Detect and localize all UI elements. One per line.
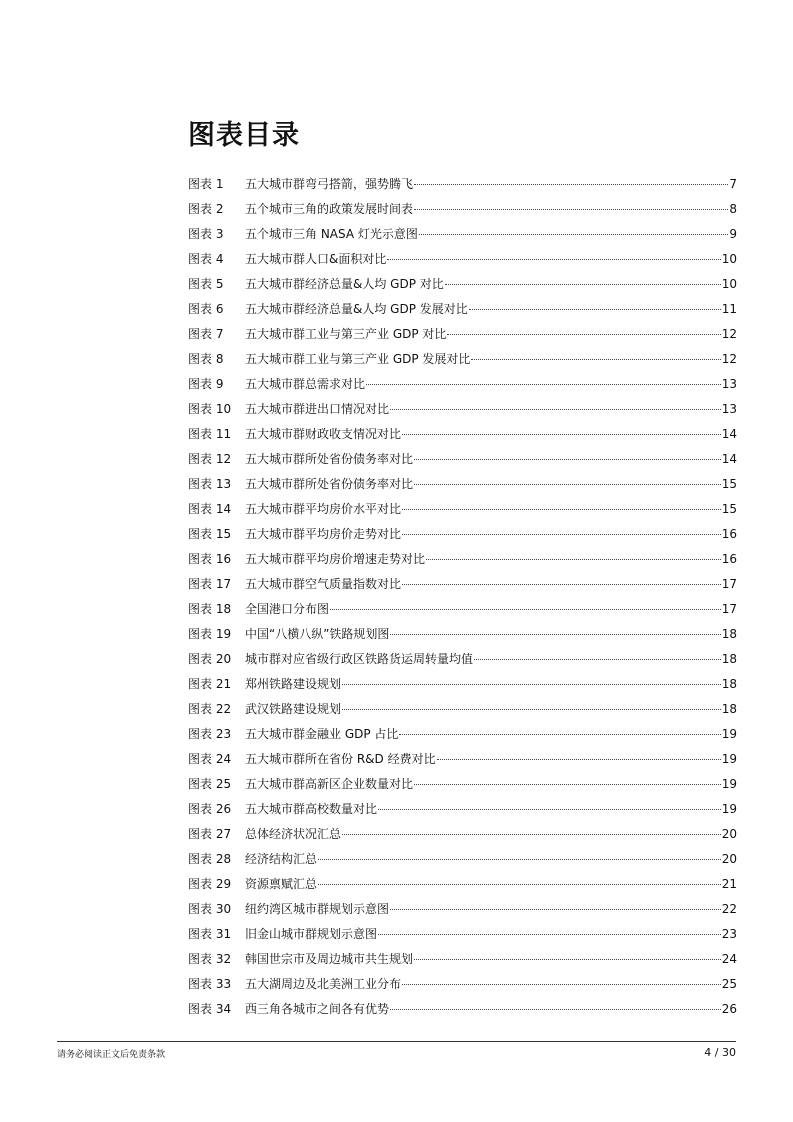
toc-entry[interactable] xyxy=(188,872,737,897)
toc-entry[interactable] xyxy=(188,197,737,222)
toc-entry-page: 19 xyxy=(721,727,737,741)
toc-entry-title: 五大城市群弯弓搭箭，强势腾飞 xyxy=(245,177,414,191)
toc-entry-title: 五大城市群经济总量&人均 GDP 对比 xyxy=(245,277,444,291)
toc-dot-leader xyxy=(390,408,721,410)
toc-dot-leader xyxy=(414,183,728,185)
toc-entry-label: 图表 14 xyxy=(188,502,232,516)
footer-divider xyxy=(57,1041,736,1042)
toc-entry-page: 12 xyxy=(721,352,737,366)
toc-entry[interactable] xyxy=(188,947,737,972)
toc-entry-page: 10 xyxy=(721,252,737,266)
toc-entry-label: 图表 33 xyxy=(188,977,232,991)
toc-entry-title: 五个城市三角 NASA 灯光示意图 xyxy=(245,227,418,241)
toc-entry-label: 图表 32 xyxy=(188,952,232,966)
toc-entry-page: 8 xyxy=(729,202,737,216)
toc-entry-page: 7 xyxy=(729,177,737,191)
toc-dot-leader xyxy=(342,683,721,685)
toc-entry-title: 五大城市群平均房价水平对比 xyxy=(245,502,402,516)
toc-entry-label: 图表 8 xyxy=(188,352,224,366)
toc-entry[interactable] xyxy=(188,297,737,322)
toc-entry-label: 图表 4 xyxy=(188,252,224,266)
toc-dot-leader xyxy=(402,433,721,435)
toc-entry[interactable] xyxy=(188,372,737,397)
page-title: 图表目录 xyxy=(188,120,300,151)
toc-entry[interactable] xyxy=(188,172,737,197)
toc-entry-label: 图表 16 xyxy=(188,552,232,566)
toc-entry-title: 五大城市群总需求对比 xyxy=(245,377,366,391)
toc-entry-page: 20 xyxy=(721,827,737,841)
toc-entry-label: 图表 20 xyxy=(188,652,232,666)
toc-entry-title: 五大城市群平均房价走势对比 xyxy=(245,527,402,541)
toc-entry[interactable] xyxy=(188,847,737,872)
toc-dot-leader xyxy=(437,758,721,760)
toc-dot-leader xyxy=(318,858,721,860)
toc-dot-leader xyxy=(414,483,721,485)
toc-entry-label: 图表 23 xyxy=(188,727,232,741)
toc-entry-title: 五大城市群进出口情况对比 xyxy=(245,402,390,416)
toc-entry-page: 16 xyxy=(721,527,737,541)
toc-entry-label: 图表 5 xyxy=(188,277,224,291)
toc-entry-label: 图表 6 xyxy=(188,302,224,316)
toc-entry[interactable] xyxy=(188,997,737,1022)
toc-entry-page: 12 xyxy=(721,327,737,341)
toc-entry[interactable] xyxy=(188,397,737,422)
toc-entry-title: 西三角各城市之间各有优势 xyxy=(245,1002,390,1016)
toc-entry-label: 图表 34 xyxy=(188,1002,232,1016)
toc-entry-label: 图表 27 xyxy=(188,827,232,841)
toc-entry-label: 图表 2 xyxy=(188,202,224,216)
toc-entry[interactable] xyxy=(188,522,737,547)
toc-entry[interactable] xyxy=(188,622,737,647)
toc-entry-label: 图表 22 xyxy=(188,702,232,716)
toc-dot-leader xyxy=(378,933,721,935)
toc-dot-leader xyxy=(366,383,721,385)
toc-entry-label: 图表 12 xyxy=(188,452,232,466)
toc-entry-title: 五大城市群财政收支情况对比 xyxy=(245,427,402,441)
toc-entry-title: 五大城市群人口&面积对比 xyxy=(245,252,387,266)
toc-entry-page: 18 xyxy=(721,677,737,691)
toc-entry[interactable] xyxy=(188,347,737,372)
toc-entry-title: 旧金山城市群规划示意图 xyxy=(245,927,378,941)
toc-dot-leader xyxy=(390,633,720,635)
toc-entry-page: 22 xyxy=(721,902,737,916)
toc-entry-title: 中国“八横八纵”铁路规划图 xyxy=(245,627,390,641)
toc-entry-label: 图表 10 xyxy=(188,402,232,416)
toc-entry-page: 16 xyxy=(721,552,737,566)
toc-dot-leader xyxy=(378,808,721,810)
toc-entry-title: 五大城市群平均房价增速走势对比 xyxy=(245,552,426,566)
toc-entry-page: 9 xyxy=(729,227,737,241)
toc-entry[interactable] xyxy=(188,247,737,272)
toc-dot-leader xyxy=(414,458,721,460)
toc-entry-page: 20 xyxy=(721,852,737,866)
toc-dot-leader xyxy=(474,658,721,660)
toc-entry-page: 21 xyxy=(721,877,737,891)
toc-entry-title: 韩国世宗市及周边城市共生规划 xyxy=(245,952,414,966)
toc-dot-leader xyxy=(414,783,721,785)
toc-entry-label: 图表 15 xyxy=(188,527,232,541)
toc-dot-leader xyxy=(402,508,721,510)
toc-entry-title: 五大城市群所在省份 R&D 经费对比 xyxy=(245,752,436,766)
toc-dot-leader xyxy=(471,358,720,360)
toc-entry-label: 图表 11 xyxy=(188,427,232,441)
toc-entry-title: 总体经济状况汇总 xyxy=(245,827,342,841)
toc-dot-leader xyxy=(330,608,721,610)
toc-entry-title: 资源禀赋汇总 xyxy=(245,877,318,891)
toc-entry-page: 18 xyxy=(721,702,737,716)
toc-dot-leader xyxy=(469,308,721,310)
toc-entry[interactable] xyxy=(188,922,737,947)
toc-entry[interactable] xyxy=(188,447,737,472)
toc-entry-title: 五个城市三角的政策发展时间表 xyxy=(245,202,414,216)
toc-entry[interactable] xyxy=(188,797,737,822)
toc-entry-title: 郑州铁路建设规划 xyxy=(245,677,342,691)
toc-dot-leader xyxy=(402,583,721,585)
toc-entry-label: 图表 21 xyxy=(188,677,232,691)
toc-entry[interactable] xyxy=(188,322,737,347)
footer-page-number: 4 / 30 xyxy=(704,1046,736,1059)
toc-entry-label: 图表 3 xyxy=(188,227,224,241)
toc-entry-page: 18 xyxy=(721,652,737,666)
toc-dot-leader xyxy=(342,708,721,710)
toc-entry-title: 五大城市群经济总量&人均 GDP 发展对比 xyxy=(245,302,468,316)
toc-dot-leader xyxy=(447,333,720,335)
toc-entry-label: 图表 25 xyxy=(188,777,232,791)
toc-entry-title: 五大城市群高校数量对比 xyxy=(245,802,378,816)
toc-entry[interactable] xyxy=(188,222,737,247)
toc-entry-title: 五大城市群金融业 GDP 占比 xyxy=(245,727,399,741)
toc-entry-page: 13 xyxy=(721,377,737,391)
footer-disclaimer: 请务必阅读正文后免责条款 xyxy=(57,1050,166,1060)
toc-entry[interactable] xyxy=(188,422,737,447)
toc-dot-leader xyxy=(390,908,721,910)
toc-entry-page: 13 xyxy=(721,402,737,416)
toc-entry[interactable] xyxy=(188,697,737,722)
toc-entry-page: 19 xyxy=(721,752,737,766)
toc-entry-label: 图表 13 xyxy=(188,477,232,491)
toc-entry-title: 五大城市群空气质量指数对比 xyxy=(245,577,402,591)
toc-dot-leader xyxy=(402,983,721,985)
toc-dot-leader xyxy=(414,958,721,960)
toc-entry[interactable] xyxy=(188,672,737,697)
toc-entry-title: 全国港口分布图 xyxy=(245,602,330,616)
toc-entry-label: 图表 29 xyxy=(188,877,232,891)
toc-entry-page: 11 xyxy=(721,302,737,316)
toc-entry[interactable] xyxy=(188,722,737,747)
toc-entry-label: 图表 24 xyxy=(188,752,232,766)
toc-dot-leader xyxy=(426,558,721,560)
toc-entry-page: 19 xyxy=(721,802,737,816)
toc-dot-leader xyxy=(445,283,721,285)
toc-entry-page: 10 xyxy=(721,277,737,291)
toc-entry-page: 14 xyxy=(721,452,737,466)
toc-entry-title: 五大湖周边及北美洲工业分布 xyxy=(245,977,402,991)
toc-entry[interactable] xyxy=(188,572,737,597)
toc-entry[interactable] xyxy=(188,472,737,497)
toc-dot-leader xyxy=(402,533,721,535)
toc-entry-label: 图表 28 xyxy=(188,852,232,866)
toc-entry-title: 五大城市群所处省份债务率对比 xyxy=(245,452,414,466)
toc-entry-page: 24 xyxy=(721,952,737,966)
toc-entry-page: 19 xyxy=(721,777,737,791)
toc-entry[interactable] xyxy=(188,897,737,922)
toc-entry-page: 23 xyxy=(721,927,737,941)
toc-dot-leader xyxy=(318,883,721,885)
toc-entry[interactable] xyxy=(188,772,737,797)
toc-entry[interactable] xyxy=(188,597,737,622)
toc-entry-page: 15 xyxy=(721,502,737,516)
toc-entry[interactable] xyxy=(188,972,737,997)
toc-entry-label: 图表 17 xyxy=(188,577,232,591)
toc-entry[interactable] xyxy=(188,647,737,672)
toc-entry-title: 武汉铁路建设规划 xyxy=(245,702,342,716)
toc-entry-title: 五大城市群工业与第三产业 GDP 发展对比 xyxy=(245,352,471,366)
toc-entry-title: 五大城市群所处省份债务率对比 xyxy=(245,477,414,491)
toc-entry-label: 图表 1 xyxy=(188,177,224,191)
toc-entry-page: 17 xyxy=(721,602,737,616)
toc-dot-leader xyxy=(399,733,720,735)
toc-entry-title: 纽约湾区城市群规划示意图 xyxy=(245,902,390,916)
toc-entry[interactable] xyxy=(188,272,737,297)
toc-entry-page: 17 xyxy=(721,577,737,591)
toc-entry-label: 图表 31 xyxy=(188,927,232,941)
toc-entry-title: 经济结构汇总 xyxy=(245,852,318,866)
toc-entry-page: 26 xyxy=(721,1002,737,1016)
table-of-figures xyxy=(188,172,737,1022)
toc-entry-page: 14 xyxy=(721,427,737,441)
toc-entry[interactable] xyxy=(188,547,737,572)
toc-entry-page: 15 xyxy=(721,477,737,491)
toc-dot-leader xyxy=(414,208,728,210)
toc-dot-leader xyxy=(387,258,720,260)
toc-dot-leader xyxy=(419,233,728,235)
toc-entry-page: 18 xyxy=(721,627,737,641)
toc-entry-title: 城市群对应省级行政区铁路货运周转量均值 xyxy=(245,652,474,666)
toc-entry-label: 图表 30 xyxy=(188,902,232,916)
toc-entry[interactable] xyxy=(188,747,737,772)
toc-entry-label: 图表 18 xyxy=(188,602,232,616)
toc-entry[interactable] xyxy=(188,497,737,522)
toc-entry-title: 五大城市群工业与第三产业 GDP 对比 xyxy=(245,327,447,341)
toc-entry-title: 五大城市群高新区企业数量对比 xyxy=(245,777,414,791)
toc-entry-label: 图表 26 xyxy=(188,802,232,816)
toc-entry-page: 25 xyxy=(721,977,737,991)
toc-entry-label: 图表 7 xyxy=(188,327,224,341)
toc-entry[interactable] xyxy=(188,822,737,847)
toc-dot-leader xyxy=(342,833,721,835)
toc-entry-label: 图表 9 xyxy=(188,377,224,391)
toc-dot-leader xyxy=(390,1008,721,1010)
toc-entry-label: 图表 19 xyxy=(188,627,232,641)
